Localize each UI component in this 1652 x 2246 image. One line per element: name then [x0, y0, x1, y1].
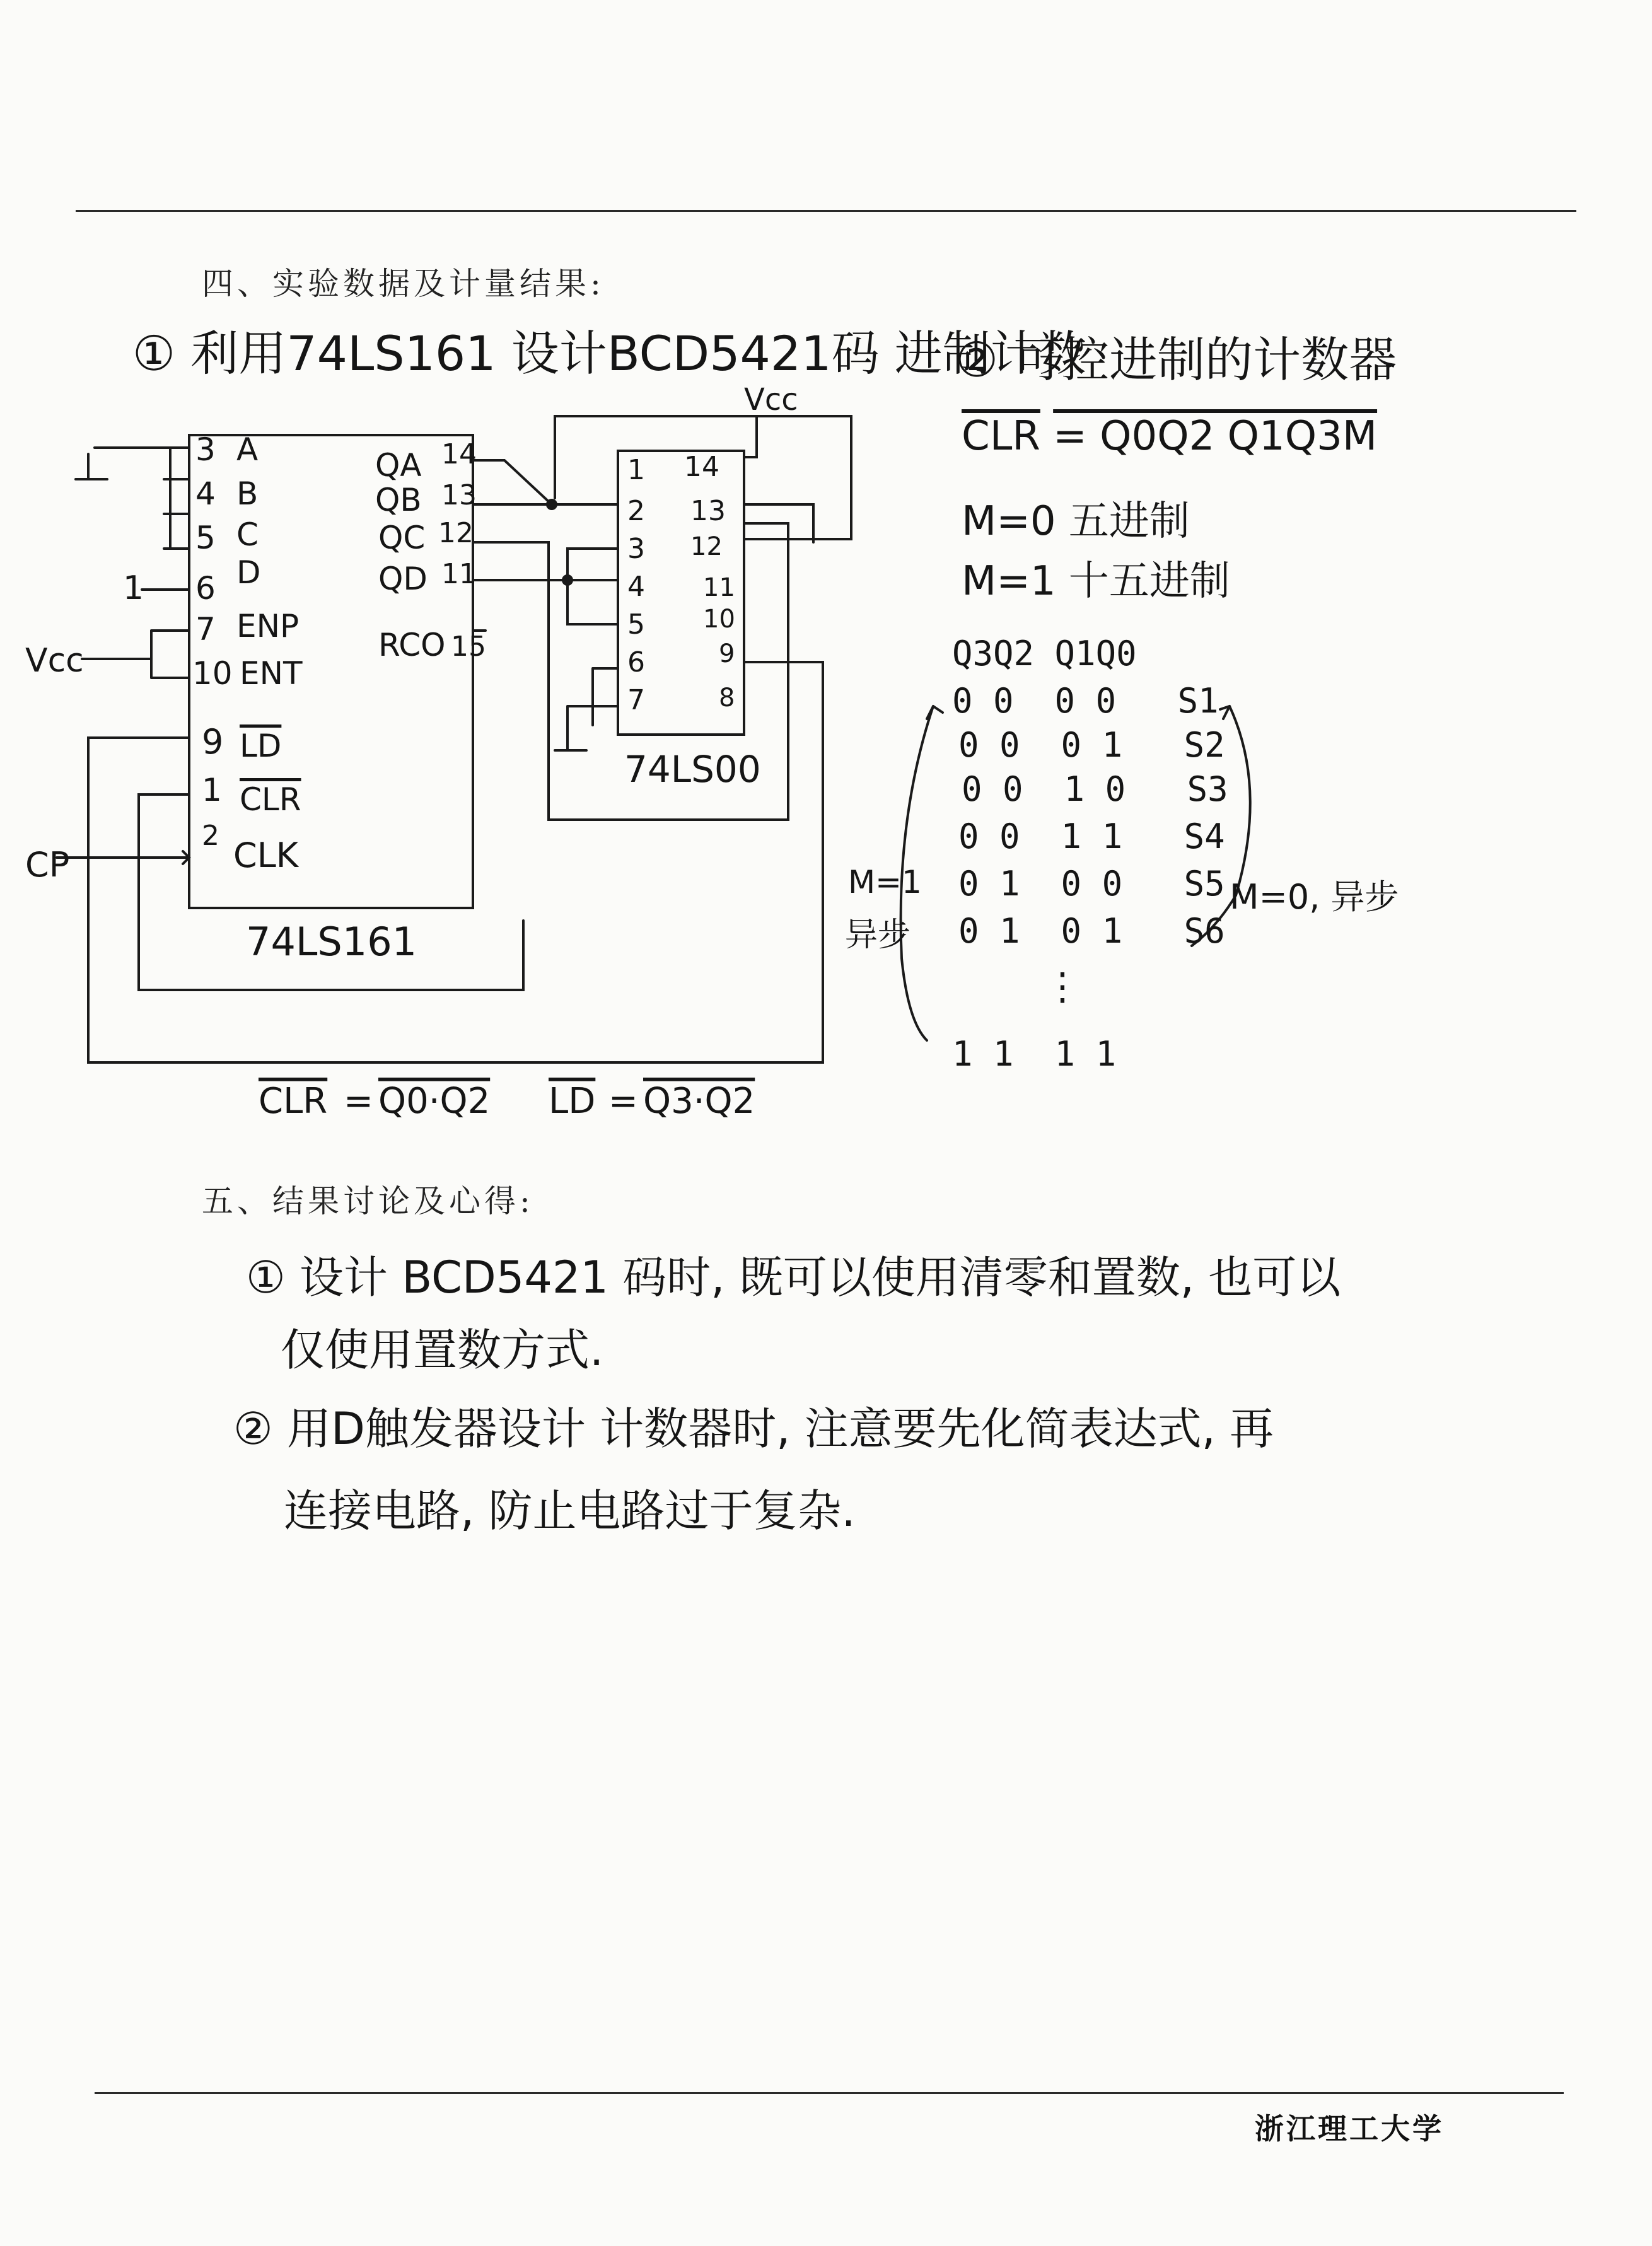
state-row-6 — [958, 911, 1225, 951]
state-bits: 0 1 0 1 — [958, 911, 1123, 951]
section5-p2-line1: ② 用D触发器设计 计数器时, 注意要先化简表达式, 再 — [233, 1403, 1274, 1455]
ls00-pin-4: 4 — [627, 571, 645, 603]
state-bits: 0 0 1 0 — [962, 769, 1126, 809]
eq-clr-lhs: CLR — [259, 1081, 328, 1122]
pin-qb-name: QB — [375, 482, 422, 518]
ls00-pin-10: 10 — [703, 605, 735, 634]
pin-ent-name: ENT — [240, 655, 303, 692]
bottom-rule — [95, 2092, 1564, 2094]
section5-p1-line1: ① 设计 BCD5421 码时, 既可以使用清零和置数, 也可以 — [246, 1252, 1341, 1303]
pin-13-num: 13 — [441, 479, 477, 511]
state-dots: ⋮ — [1044, 965, 1081, 1009]
vcc-top-label: Vcc — [744, 382, 798, 417]
label-m0: M=0, 异步 — [1230, 877, 1399, 917]
ls00-pin-3: 3 — [627, 533, 645, 565]
pin-9-num: 9 — [202, 722, 224, 762]
pin-d-name: D — [236, 554, 261, 591]
pin-2-num: 2 — [202, 820, 219, 852]
state-last-row: 1 1 1 1 — [952, 1034, 1117, 1074]
counter-eq-lhs: $\overline{CLR}$ — [962, 413, 1040, 460]
counter-eq — [962, 413, 1377, 460]
chip-74ls161-label: 74LS161 — [246, 919, 417, 965]
pin-14-num: 14 — [441, 438, 477, 470]
ls00-pin-1: 1 — [627, 454, 645, 486]
counter-m1: M=1 十五进制 — [962, 558, 1230, 605]
section4-item1: ① 利用74LS161 设计BCD5421码 进制计数 — [132, 325, 1086, 381]
pin-a-name: A — [236, 431, 259, 468]
pin-qc-name: QC — [378, 520, 426, 556]
state-row-3 — [962, 769, 1228, 809]
pin-7-num: 7 — [195, 611, 216, 648]
state-row-2 — [958, 725, 1225, 765]
state-label: S2 — [1184, 725, 1225, 765]
label-m1-bottom: 异步 — [845, 916, 911, 954]
ls00-pin-11: 11 — [703, 573, 735, 602]
state-label: S5 — [1184, 864, 1225, 904]
ls00-pin-14: 14 — [684, 451, 719, 483]
section4-item2: ② 可控进制的计数器 — [955, 332, 1397, 388]
counter-header: Q3Q2 Q1Q0 — [952, 634, 1137, 673]
section5-heading: 五、结果讨论及心得: — [202, 1183, 534, 1219]
state-bits: 0 0 0 0 — [952, 681, 1117, 721]
pin-4-num: 4 — [195, 475, 216, 512]
pin-5-num: 5 — [195, 520, 216, 556]
ls00-pin-9: 9 — [719, 639, 735, 668]
pin-rco-name: RCO — [378, 627, 446, 663]
counter-m0: M=0 五进制 — [962, 498, 1190, 545]
pin-1-num: 1 — [202, 772, 222, 808]
state-label: S3 — [1187, 769, 1228, 809]
ls00-pin-12: 12 — [690, 532, 723, 561]
ls00-pin-2: 2 — [627, 495, 645, 527]
pin-12-num: 12 — [438, 517, 474, 549]
pin-6-num: 6 — [195, 570, 216, 607]
state-bits: 0 1 0 0 — [958, 864, 1123, 904]
one-input-label: 1 — [123, 569, 144, 607]
cp-label: CP — [25, 845, 70, 885]
state-row-4 — [958, 817, 1225, 856]
pin-enp-name: ENP — [236, 608, 300, 644]
ls00-pin-5: 5 — [627, 608, 645, 641]
section5-p2-line2: 连接电路, 防止电路过于复杂. — [284, 1485, 856, 1537]
pin-c-name: C — [236, 516, 259, 553]
vcc-left-label: Vcc — [25, 642, 84, 680]
pin-qa-name: QA — [375, 447, 422, 484]
ls00-pin-13: 13 — [690, 495, 726, 527]
eq-clr-eq: = — [344, 1081, 373, 1122]
eq-ld-rhs: Q3·Q2 — [643, 1081, 755, 1122]
state-label: S1 — [1177, 681, 1219, 721]
pin-3-num: 3 — [195, 431, 216, 468]
state-bits: 0 0 1 1 — [958, 817, 1123, 856]
ls00-pin-7: 7 — [627, 684, 645, 716]
chip-74ls00-label: 74LS00 — [624, 748, 761, 791]
state-label: S6 — [1184, 911, 1225, 951]
pin-15-num: 15 — [451, 631, 486, 663]
pin-qd-name: QD — [378, 561, 428, 597]
label-m1-top: M=1 — [848, 864, 922, 900]
pin-11-num: 11 — [441, 558, 477, 590]
pin-b-name: B — [236, 475, 259, 512]
state-label: S4 — [1184, 817, 1225, 856]
pin-10-num: 10 — [192, 655, 233, 692]
pin-clr-name: CLR — [240, 781, 301, 818]
counter-eq-rhs: = Q0Q2 Q1Q3M — [1053, 413, 1378, 460]
ls00-pin-8: 8 — [719, 684, 735, 713]
state-bits: 0 0 0 1 — [958, 725, 1123, 765]
ls00-pin-6: 6 — [627, 646, 645, 678]
eq-ld-eq: = — [608, 1081, 638, 1122]
state-row-5 — [958, 864, 1225, 904]
state-row-1 — [952, 681, 1219, 721]
pin-clk-name: CLK — [233, 835, 299, 875]
university-footer: 浙江理工大学 — [1255, 2112, 1444, 2146]
section5-p1-line2: 仅使用置数方式. — [281, 1324, 604, 1376]
pin-ld-name: LD — [240, 728, 282, 764]
section4-heading: 四、实验数据及计量结果: — [202, 265, 605, 302]
eq-clr-rhs: Q0·Q2 — [378, 1081, 491, 1122]
eq-ld-lhs: LD — [549, 1081, 596, 1122]
